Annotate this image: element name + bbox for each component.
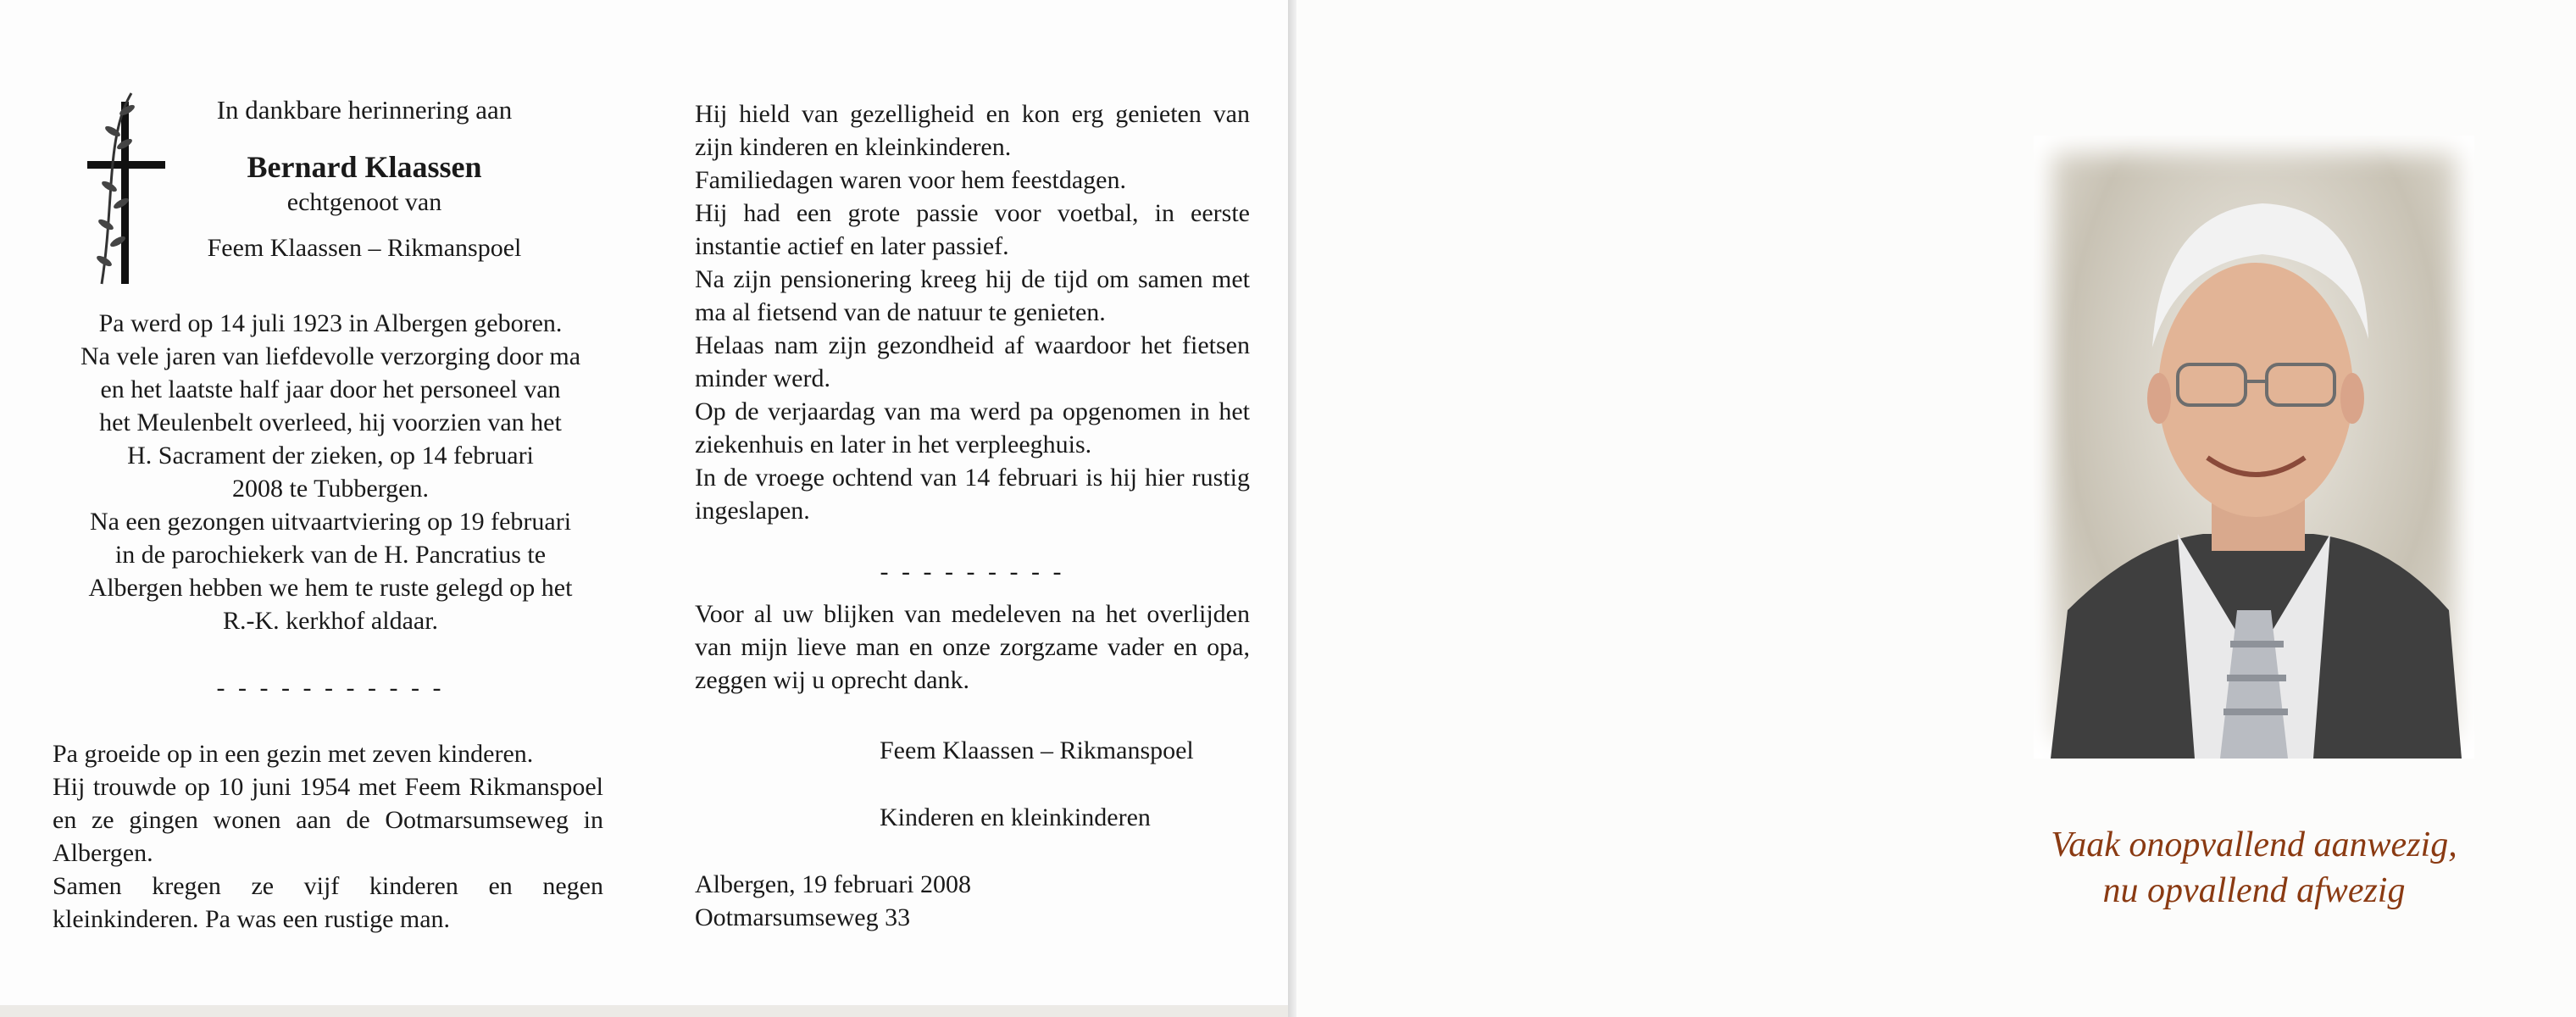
separator: - - - - - - - - - - - (216, 674, 445, 702)
address-line: Ootmarsumseweg 33 (695, 903, 911, 931)
story-paragraph: Familiedagen waren voor hem feestdagen. (695, 166, 1126, 194)
deceased-name: Bernard Klaassen (247, 150, 482, 184)
story-paragraph: Pa groeide op in een gezin met zeven kinderen. (53, 740, 534, 768)
header (169, 93, 559, 265)
portrait-photo (2034, 136, 2474, 759)
biography (34, 307, 627, 637)
portrait-illustration (2034, 136, 2474, 759)
bio-line: en het laatste half jaar door het personeel van (100, 375, 561, 403)
thanks-text (695, 597, 1250, 697)
place-date (695, 868, 971, 934)
story-paragraph: Na zijn pensionering kreeg hij de tijd om samen met ma al fietsend van de natuur te genieten. (695, 265, 1250, 326)
place-date-line: Albergen, 19 februari 2008 (695, 870, 972, 898)
story-paragraph: Op de verjaardag van ma werd pa opgenomen in het ziekenhuis en later in het verpleeghuis. (695, 397, 1250, 458)
bio-line: H. Sacrament der zieken, op 14 februari (127, 442, 534, 470)
signature-family: Feem Klaassen – Rikmanspoel (880, 736, 1194, 764)
cross-icon (80, 85, 174, 292)
quote-line: Vaak onopvallend aanwezig, (2051, 825, 2457, 864)
bio-line: 2008 te Tubbergen. (232, 475, 429, 503)
card-bottom-edge (0, 1005, 1288, 1017)
story-paragraph: Hij trouwde op 10 juni 1954 met Feem Rikmanspoel en ze gingen wonen aan de Ootmarsumseweg in Albergen. (53, 773, 603, 867)
bio-line: Na een gezongen uitvaartviering op 19 februari (89, 508, 572, 536)
story-right (695, 97, 1250, 527)
story-paragraph: In de vroege ochtend van 14 februari is hij hier rustig ingeslapen. (695, 464, 1250, 525)
signature-children: Kinderen en kleinkinderen (880, 803, 1151, 831)
relation-text: echtgenoot van (286, 188, 442, 216)
bio-line: Na vele jaren van liefdevolle verzorging door ma (80, 342, 581, 370)
memorial-quote (1983, 822, 2525, 914)
bio-line: Pa werd op 14 juli 1923 in Albergen geboren. (98, 309, 563, 337)
header-intro: In dankbare herinnering aan (216, 95, 513, 125)
bio-line: Albergen hebben we hem te ruste gelegd op het (88, 574, 573, 602)
story-paragraph: Samen kregen ze vijf kinderen en negen kleinkinderen. Pa was een rustige man. (53, 872, 603, 933)
bio-line: in de parochiekerk van de H. Pancratius te (114, 541, 547, 569)
story-paragraph: Hij hield van gezelligheid en kon erg genieten van zijn kinderen en kleinkinderen. (695, 100, 1250, 161)
bio-line: R.-K. kerkhof aldaar. (222, 607, 439, 635)
story-paragraph: Hij had een grote passie voor voetbal, in eerste instantie actief en later passief. (695, 199, 1250, 260)
thanks-paragraph: Voor al uw blijken van medeleven na het overlijden van mijn lieve man en onze zorgzame vader en opa, zeggen wij u oprecht dank. (695, 600, 1250, 694)
spouse-name: Feem Klaassen – Rikmanspoel (207, 234, 522, 262)
story-paragraph: Helaas nam zijn gezondheid af waardoor het fietsen minder werd. (695, 331, 1250, 392)
bio-line: het Meulenbelt overleed, hij voorzien van het (99, 408, 562, 436)
card-fold (1288, 0, 1296, 1017)
story-left (53, 737, 603, 936)
quote-line: nu opvallend afwezig (2102, 871, 2406, 910)
separator: - - - - - - - - - (880, 558, 1065, 586)
